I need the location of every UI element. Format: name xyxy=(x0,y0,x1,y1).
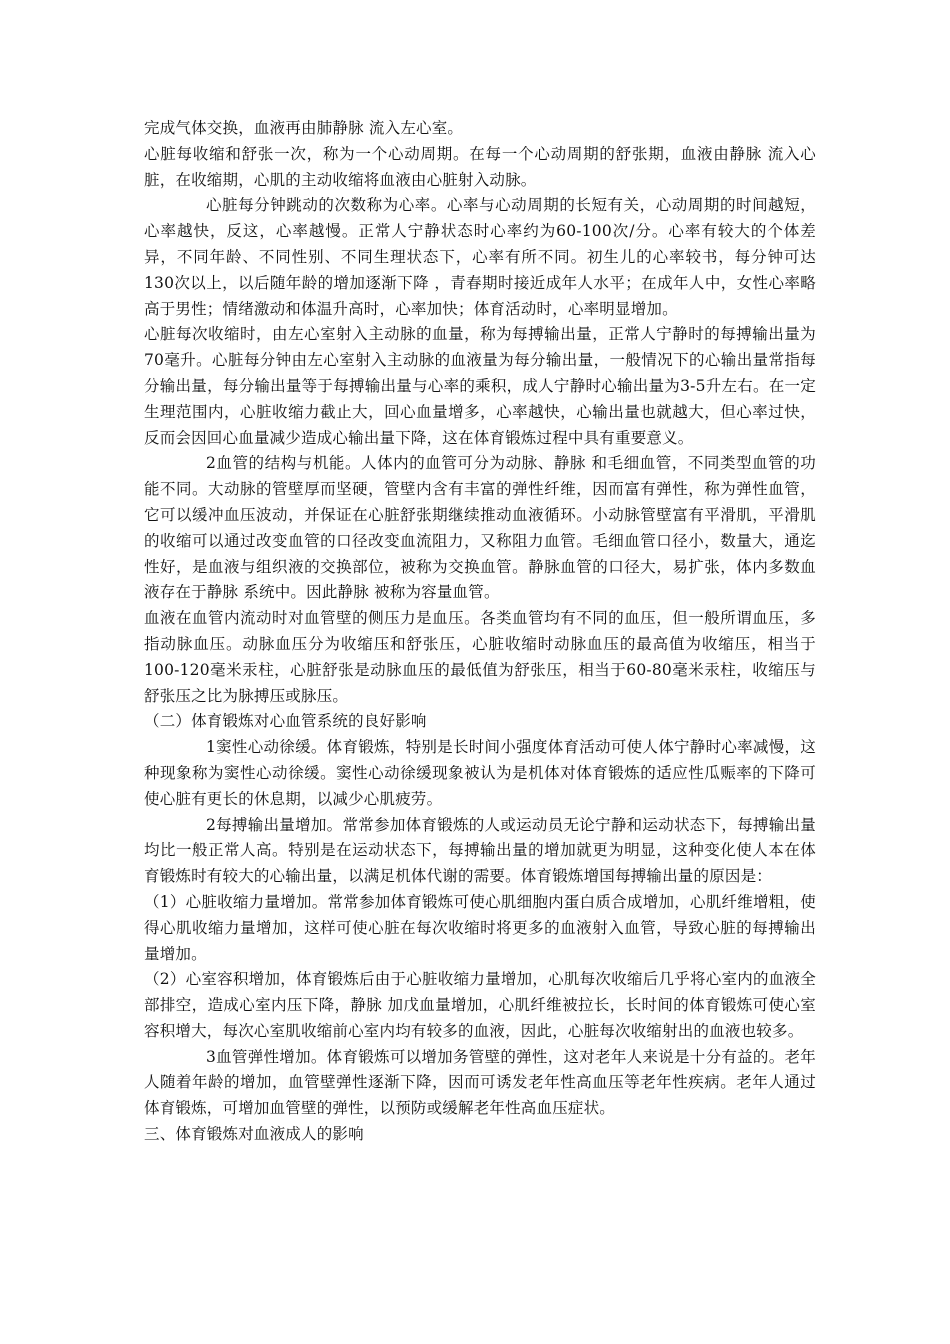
section-heading: （二）体育锻炼对心血管系统的良好影响 xyxy=(144,712,427,731)
list-item: （1）心脏收缩力量增加。常常参加体育锻炼可使心肌细胞内蛋白质合成增加，心肌纤维增粗，使得心肌收缩力量增加，这样可使心脏在每次收缩时将更多的血液射入血管，导致心脏的每搏输出量增加。 xyxy=(144,892,816,963)
paragraph: 心脏每收缩和舒张一次，称为一个心动周期。在每一个心动周期的舒张期，血液由静脉 流入心脏，在收缩期，心肌的主动收缩将血液由心脏射入动脉。 xyxy=(144,144,816,189)
paragraph: 完成气体交换，血液再由肺静脉 流入左心室。 xyxy=(144,119,464,137)
paragraph: 心脏每分钟跳动的次数称为心率。心率与心动周期的长短有关，心动周期的时间越短，心率越快，反这，心率越慢。正常人宁静状态时心率约为60-100次/分。心率有较大的个体差异，不同年龄、不同性别、不同生理状态下，心率有所不同。初生儿的心率较书，每分钟可达130次以上，以后随年龄的增加逐渐下降 ，青春期时接近成年人水平；在成年人中，女性心率略高于男性；情绪激动和体温升高时，心率加快；体育活动时，心率明显增加。 xyxy=(144,196,816,318)
paragraph: 3血管弹性增加。体育锻炼可以增加务管壁的弹性，这对老年人来说是十分有益的。老年人随着年龄的增加，血管壁弹性逐渐下降，因而可诱发老年性高血压等老年性疾病。老年人通过体育锻炼，可增加血管壁的弹性，以预防或缓解老年性高血压症状。 xyxy=(144,1047,816,1118)
paragraph: 心脏每次收缩时，由左心室射入主动脉的血量，称为每搏输出量，正常人宁静时的每搏输出量为70毫升。心脏每分钟由左心室射入主动脉的血液量为每分输出量，一般情况下的心输出量常指每分输出量，每分输出量等于每搏输出量与心率的乘积，成人宁静时心输出量为3-5升左右。在一定生理范围内，心脏收缩力截止大，回心血量增多，心率越快，心输出量也就越大，但心率过快，反而会因回心血量减少造成心输出量下降，这在体育锻炼过程中具有重要意义。 xyxy=(144,325,816,447)
section-heading: 三、体育锻炼对血液成人的影响 xyxy=(144,1125,364,1144)
paragraph: 2血管的结构与机能。人体内的血管可分为动脉、静脉 和毛细血管，不同类型血管的功能不同。大动脉的管壁厚而坚硬，管壁内含有丰富的弹性纤维，因而富有弹性，称为弹性血管，它可以缓冲血压波动，并保证在心脏舒张期继续推动血液循环。小动脉管壁富有平滑肌，平滑肌的收缩可以通过改变血管的口径改变血流阻力，又称阻力血管。毛细血管口径小，数量大，通迄性好，是血液与组织液的交换部位，被称为交换血管。静脉血管的口径大，易扩张，体内多数血液存在于静脉 系统中。因此静脉 被称为容量血管。 xyxy=(144,454,816,602)
document-body xyxy=(144,116,816,1148)
paragraph: 2每搏输出量增加。常常参加体育锻炼的人或运动员无论宁静和运动状态下，每搏输出量均比一般正常人高。特别是在运动状态下，每搏输出量的增加就更为明显，这种变化使人本在体育锻炼时有较大的心输出量，以满足机体代谢的需要。体育锻炼增国每搏输出量的原因是： xyxy=(144,815,816,886)
paragraph: 1窦性心动徐缓。体育锻炼，特别是长时间小强度体育活动可使人体宁静时心率减慢，这种现象称为窦性心动徐缓。窦性心动徐缓现象被认为是机体对体育锻炼的适应性瓜赈率的下降可使心脏有更长的休息期，以减少心肌疲劳。 xyxy=(144,738,816,808)
paragraph: 血液在血管内流动时对血管壁的侧压力是血压。各类血管均有不同的血压，但一般所谓血压，多指动脉血压。动脉血压分为收缩压和舒张压，心脏收缩时动脉血压的最高值为收缩压，相当于100-120毫米汞柱，心脏舒张是动脉血压的最低值为舒张压，相当于60-80毫米汞柱，收缩压与舒张压之比为脉搏压或脉压。 xyxy=(144,609,816,705)
list-item: （2）心室容积增加，体育锻炼后由于心脏收缩力量增加，心肌每次收缩后几乎将心室内的血液全部排空，造成心室内压下降，静脉 加戊血量增加，心肌纤维被拉长，长时间的体育锻炼可使心室容积增大，每次心室肌收缩前心室内均有较多的血液，因此，心脏每次收缩射出的血液也较多。 xyxy=(144,970,816,1040)
